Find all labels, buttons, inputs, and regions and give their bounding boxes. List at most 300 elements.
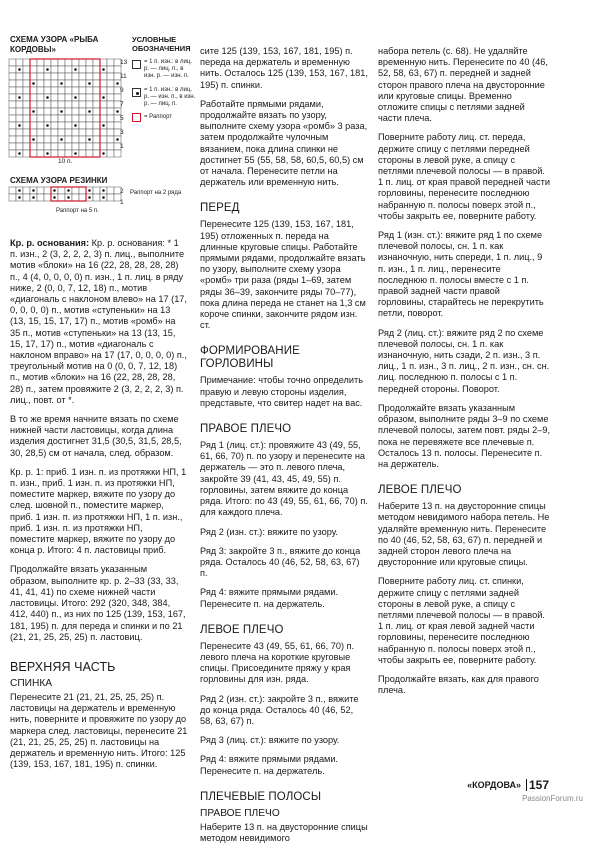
chart-cell [100, 108, 107, 115]
purl-dot [102, 189, 105, 192]
page-number: 157 [528, 778, 549, 792]
chart-cell [107, 101, 114, 108]
chart-cell [51, 94, 58, 101]
purl-dot [18, 196, 21, 199]
chart-cell [30, 94, 37, 101]
chart-cell [86, 101, 93, 108]
chart-cell [107, 108, 114, 115]
paragraph: Продолжайте вязать, как для правого плеча. [378, 673, 539, 696]
paragraph: Перенесите 43 (49, 55, 61, 66, 70) п. левого плеча на короткие круговые спицы. Присоедините пряжу у края горловины для изн. ряда. [200, 640, 355, 685]
chart-cell [51, 129, 58, 136]
rib-row-2: 2 [120, 188, 124, 195]
chart-cell [72, 108, 79, 115]
chart-cell [107, 66, 114, 73]
chart-cell [37, 80, 44, 87]
chart-cell [23, 59, 30, 66]
purl-dot [60, 110, 63, 113]
chart-cell [65, 80, 72, 87]
chart-cell [44, 108, 51, 115]
chart-cell [37, 129, 44, 136]
chart-cell [23, 150, 30, 157]
chart-cell [79, 80, 86, 87]
chart-cell [107, 136, 114, 143]
fish-row-3: 3 [120, 129, 124, 136]
purl-dot [53, 196, 56, 199]
chart-cell [86, 115, 93, 122]
chart-cell [44, 59, 51, 66]
chart-cell [30, 129, 37, 136]
purl-dot [88, 189, 91, 192]
chart-cell [93, 101, 100, 108]
chart-cell [51, 87, 58, 94]
chart-cell [9, 94, 16, 101]
paragraph: Перенесите 125 (139, 153, 167, 181, 195) отложенных п. переда на длинные круговые спицы. Работайте прямыми рядами, продолжайте вязать по узору, выполните схему узора «ромб» три раза (ряды 1–69, затем ряды 36–39, закончите ряды 70–77), пока длина переда не станет на 1,3 см короче спинки, закончите рядом изн. ст. [200, 219, 366, 331]
purl-dot [116, 82, 119, 85]
chart-cell [9, 80, 16, 87]
chart-cell [51, 59, 58, 66]
paragraph: Продолжайте вязать указанным образом, выполните кр. р. 2–33 (33, 33, 41, 41, 41) по схеме нижней части ластовицы. Итого: 292 (320, 348, 384, 412, 440) п., из них по 125 (139, 153, 167, 181, 195) п. для переда и спинки и по 21 (21, 21, 25, 25, 25) п. ластовиц. [10, 564, 186, 642]
chart-cell [16, 80, 23, 87]
chart-cell [107, 122, 114, 129]
rib-chart-title: СХЕМА УЗОРА РЕЗИНКИ [10, 176, 108, 185]
chart-cell [23, 122, 30, 129]
chart-cell [86, 94, 93, 101]
chart-cell [107, 150, 114, 157]
chart-cell [65, 143, 72, 150]
legend-dot-symbol [132, 88, 141, 97]
heading-left-shoulder: ЛЕВОЕ ПЛЕЧО [378, 484, 462, 497]
heading-shoulder-straps: ПЛЕЧЕВЫЕ ПОЛОСЫ [200, 790, 322, 803]
chart-cell [23, 94, 30, 101]
chart-cell [58, 115, 65, 122]
paragraph: Ряд 4: вяжите прямыми рядами. Перенесите п. на держатель. [200, 587, 339, 609]
purl-dot [88, 196, 91, 199]
legend-plain-text: = 1 п. изн.: в лиц. р. — лиц. п., в изн. р. — изн. п. [144, 59, 192, 79]
fish-row-1: 1 [120, 143, 124, 150]
purl-dot [102, 196, 105, 199]
chart-cell [65, 115, 72, 122]
purl-dot [88, 82, 91, 85]
chart-cell [30, 87, 37, 94]
chart-cell [65, 129, 72, 136]
chart-cell [51, 108, 58, 115]
chart-cell [79, 129, 86, 136]
purl-dot [74, 152, 77, 155]
chart-cell [65, 150, 72, 157]
chart-cell [37, 143, 44, 150]
paragraph: Продолжайте вязать указанным образом, выполните ряды 3–9 по схеме плечевой полосы, затем повт. ряды 2–9, пока не перевяжете все плечевые п. Осталось 13 п. полосы. Перенесите п. на держатель. [378, 402, 551, 469]
chart-cell [93, 150, 100, 157]
chart-cell [114, 150, 121, 157]
purl-dot [102, 68, 105, 71]
chart-cell [58, 150, 65, 157]
heading-back: СПИНКА [10, 677, 53, 689]
legend-title: УСЛОВНЫЕ ОБОЗНАЧЕНИЯ [132, 35, 191, 53]
chart-cell [65, 66, 72, 73]
chart-cell [107, 80, 114, 87]
chart-cell [107, 194, 114, 201]
chart-cell [23, 143, 30, 150]
chart-cell [9, 187, 16, 194]
fish-row-11: 11 [120, 73, 127, 80]
legend-plain-symbol [132, 60, 141, 69]
purl-dot [74, 124, 77, 127]
chart-cell [86, 73, 93, 80]
chart-cell [9, 101, 16, 108]
chart-cell [93, 129, 100, 136]
paragraph: Ряд 3: закройте 3 п., вяжите до конца ряда. Осталось 40 (46, 52, 58, 63, 67) п. [200, 545, 361, 579]
chart-cell [30, 115, 37, 122]
chart-cell [65, 122, 72, 129]
chart-cell [107, 143, 114, 150]
chart-cell [23, 194, 30, 201]
purl-dot [88, 138, 91, 141]
paragraph: Наберите 13 п. на двусторонние спицы методом невидимого набора петель. Не удаляйте временную нить. Перенесите по 40 (46, 52, 58, 63, 67) п. передней и задней сторон левого плеча на двусторонние или круговые спицы. [378, 501, 550, 568]
chart-cell [65, 94, 72, 101]
chart-cell [93, 122, 100, 129]
purl-dot [46, 96, 49, 99]
chart-cell [65, 87, 72, 94]
chart-cell [107, 87, 114, 94]
chart-cell [93, 87, 100, 94]
chart-cell [58, 66, 65, 73]
purl-dot [60, 82, 63, 85]
chart-cell [100, 80, 107, 87]
purl-dot [18, 189, 21, 192]
purl-dot [67, 196, 70, 199]
chart-cell [86, 59, 93, 66]
chart-cell [86, 150, 93, 157]
legend-dot-text: = 1 п. изн.: в лиц. р. — изн. п., в изн. р. — лиц. п. [144, 87, 196, 107]
chart-cell [65, 108, 72, 115]
paragraph [10, 238, 188, 406]
purl-dot [60, 138, 63, 141]
chart-cell [30, 66, 37, 73]
purl-dot [88, 110, 91, 113]
chart-cell [107, 187, 114, 194]
chart-cell [65, 73, 72, 80]
chart-cell [79, 66, 86, 73]
chart-cell [100, 143, 107, 150]
legend-rapport-symbol [132, 113, 141, 122]
chart-cell [72, 80, 79, 87]
chart-cell [51, 143, 58, 150]
footer-divider [526, 779, 528, 791]
chart-cell [44, 187, 51, 194]
purl-dot [74, 96, 77, 99]
chart-cell [93, 187, 100, 194]
purl-dot [67, 189, 70, 192]
chart-cell [37, 101, 44, 108]
watermark-site: PassionForum.ru [522, 794, 583, 803]
chart-cell [100, 136, 107, 143]
chart-cell [93, 94, 100, 101]
chart-cell [107, 94, 114, 101]
chart-cell [30, 143, 37, 150]
paragraph: Ряд 4: вяжите прямыми рядами. Перенесите п. на держатель. [200, 754, 339, 776]
chart-cell [58, 87, 65, 94]
chart-cell [37, 150, 44, 157]
chart-cell [16, 136, 23, 143]
chart-cell [79, 143, 86, 150]
para-lead: Кр. р. основания: [10, 238, 90, 248]
fish-row-5: 5 [120, 115, 124, 122]
chart-cell [37, 122, 44, 129]
paragraph: Ряд 3 (лиц. ст.): вяжите по узору. [200, 735, 340, 746]
chart-cell [23, 80, 30, 87]
chart-cell [30, 101, 37, 108]
chart-cell [58, 143, 65, 150]
chart-cell [79, 73, 86, 80]
purl-dot [116, 110, 119, 113]
chart-cell [107, 59, 114, 66]
chart-cell [44, 87, 51, 94]
chart-cell [93, 80, 100, 87]
chart-cell [9, 122, 16, 129]
chart-cell [51, 66, 58, 73]
paragraph: Наберите 13 п. на двусторонние спицы методом невидимого [200, 821, 368, 843]
chart-cell [16, 87, 23, 94]
chart-cell [23, 187, 30, 194]
chart-cell [58, 59, 65, 66]
chart-cell [23, 108, 30, 115]
heading-front: ПЕРЕД [200, 202, 240, 215]
paragraph: Ряд 2 (лиц. ст.): вяжите ряд 2 по схеме плечевой полосы, сн. 1 п. как изнаночную, нить сзади, 2 п. изн., 3 п. лиц., 1 п. изн., 3 п. лиц., 2 п. изн., сн. сн. лиц. последнюю п. полосы с 1 п. передней стороны. Поворот. [378, 327, 550, 394]
chart-cell [58, 73, 65, 80]
chart-cell [58, 101, 65, 108]
chart-cell [58, 129, 65, 136]
page-footer [0, 778, 589, 803]
rib-row-1: 1 [120, 199, 124, 206]
paragraph: Перенесите 21 (21, 21, 25, 25, 25) п. ластовицы на держатель и временную нить, поверните и провяжите по узору до маркера след. ластовицы, перенесите 21 (21, 21, 25, 25, 25) п. ластовицы на держатель и временную нить. Итого: 125 (139, 153, 167, 181, 195) п. спинки. [10, 691, 188, 770]
chart-cell [79, 87, 86, 94]
chart-cell [100, 115, 107, 122]
heading-right-shoulder: ПРАВОЕ ПЛЕЧО [200, 423, 292, 436]
chart-cell [51, 150, 58, 157]
chart-cell [16, 115, 23, 122]
chart-cell [72, 87, 79, 94]
chart-cell [72, 59, 79, 66]
chart-cell [44, 101, 51, 108]
chart-cell [44, 80, 51, 87]
chart-cell [37, 59, 44, 66]
chart-cell [79, 187, 86, 194]
purl-dot [46, 152, 49, 155]
chart-cell [114, 122, 121, 129]
chart-cell [9, 66, 16, 73]
chart-cell [72, 101, 79, 108]
chart-cell [16, 101, 23, 108]
chart-cell [9, 194, 16, 201]
chart-cell [93, 115, 100, 122]
chart-cell [9, 115, 16, 122]
legend-rapport-text: = Раппорт [144, 114, 173, 120]
chart-cell [79, 122, 86, 129]
chart-cell [86, 66, 93, 73]
chart-cell [51, 122, 58, 129]
chart-cell [79, 150, 86, 157]
purl-dot [32, 189, 35, 192]
chart-cell [16, 129, 23, 136]
chart-cell [72, 187, 79, 194]
chart-cell [30, 150, 37, 157]
purl-dot [18, 68, 21, 71]
chart-cell [16, 59, 23, 66]
chart-cell [79, 94, 86, 101]
purl-dot [18, 124, 21, 127]
chart-cell [44, 73, 51, 80]
heading-right-shoulder-2: ПРАВОЕ ПЛЕЧО [200, 807, 280, 819]
chart-cell [37, 136, 44, 143]
purl-dot [46, 68, 49, 71]
chart-cell [72, 194, 79, 201]
chart-cell [86, 143, 93, 150]
purl-dot [116, 138, 119, 141]
chart-cell [79, 101, 86, 108]
chart-cell [9, 136, 16, 143]
chart-cell [65, 59, 72, 66]
chart-cell [58, 194, 65, 201]
fish-row-7: 7 [120, 101, 124, 108]
chart-cell [9, 73, 16, 80]
chart-cell [93, 59, 100, 66]
paragraph: Ряд 2 (изн. ст.): вяжите по узору. [200, 526, 338, 537]
chart-cell [72, 129, 79, 136]
chart-cell [65, 136, 72, 143]
chart-cell [100, 101, 107, 108]
chart-cell [23, 115, 30, 122]
chart-cell [23, 73, 30, 80]
purl-dot [102, 96, 105, 99]
chart-cell [100, 73, 107, 80]
chart-cell [23, 129, 30, 136]
paragraph: Поверните работу лиц. ст. переда, держите спицу с петлями передней стороны в левой руке, а спицу с петлями плечевой полосы — в правой. 1 п. лиц. от края правой передней части горловины, перенесите последнюю набранную п. полосы поверх этой п., чтобы закрыть ее, поверните работу. [378, 132, 550, 221]
fish-row-9: 9 [120, 87, 124, 94]
chart-cell [51, 115, 58, 122]
purl-dot [74, 68, 77, 71]
chart-cell [9, 143, 16, 150]
purl-dot [53, 189, 56, 192]
chart-cell [9, 150, 16, 157]
chart-cell [16, 143, 23, 150]
chart-cell [58, 94, 65, 101]
chart-cell [16, 108, 23, 115]
chart-cell [107, 129, 114, 136]
magazine-name: «КОРДОВА» [467, 780, 521, 790]
chart-cell [79, 115, 86, 122]
chart-cell [44, 143, 51, 150]
purl-dot [18, 152, 21, 155]
chart-cell [86, 122, 93, 129]
paragraph: Ряд 1 (изн. ст.): вяжите ряд 1 по схеме плечевой полосы, сн. 1 п. как изнаночную, нить спереди, 1 п. лиц., 9 п. изн., 1 п. лиц., перенесите последнюю п. полосы вместе с 1 п. правой задней части правой горловины, старайтесь не перекрутить петли, поворот. [378, 230, 544, 319]
chart-cell [9, 108, 16, 115]
chart-cell [9, 129, 16, 136]
text-column-2 [200, 46, 368, 852]
purl-dot [18, 96, 21, 99]
paragraph: Примечание: чтобы точно определить правую и левую стороны изделия, представьте, что свитер надет на вас. [200, 375, 363, 408]
chart-cell [114, 94, 121, 101]
paragraph: Работайте прямыми рядами, продолжайте вязать по узору, выполните схему узора «ромб» 3 раза, затем продолжайте чулочным вязанием, пока длина спинки не достигнет 55 (55, 58, 58, 60,5, 60,5) см от начала. Перенесите петли на держатель или временную нить. [200, 98, 368, 188]
paragraph: Кр. р. 1: приб. 1 изн. п. из протяжки НП, 1 п. изн., приб. 1 изн. п. из протяжки НП, поместите маркер, вяжите по узору до след. шовной п., поместите маркер, приб. 1 изн. п. из протяжки НП, 1 п. изн., приб. 1 изн. п. из протяжки НП, поместите маркер, вяжите по узору до конца р. Итого: 4 п. ластовицы приб. [10, 466, 187, 556]
chart-cell [16, 73, 23, 80]
chart-cell [79, 59, 86, 66]
paragraph: сите 125 (139, 153, 167, 181, 195) п. переда на держатель и временную нить. Осталось 125 (139, 153, 167, 181, 195) п. спинки. [200, 46, 368, 90]
chart-cell [37, 66, 44, 73]
chart-cell [79, 194, 86, 201]
chart-cell [86, 87, 93, 94]
purl-dot [32, 138, 35, 141]
text-column-1 [10, 238, 188, 778]
chart-cell [44, 136, 51, 143]
paragraph: Поверните работу лиц. ст. спинки, держите спицу с петлями задней стороны в левой руке, а спицу с петлями плечевой полосы — в правой. 1 п. лиц. от края левой задней части горловины, перенесите последнюю набранную п. полосы поверх этой п., чтобы закрыть ее, поверните работу. [378, 576, 545, 665]
chart-cell [23, 87, 30, 94]
chart-cell [37, 187, 44, 194]
paragraph: Ряд 2 (изн. ст.): закройте 3 п., вяжите до конца ряда. Осталось 40 (46, 52, 58, 63, 67) п. [200, 693, 359, 726]
heading-upper-part: ВЕРХНЯЯ ЧАСТЬ [10, 659, 116, 674]
chart-cell [72, 73, 79, 80]
chart-cell [100, 129, 107, 136]
chart-cell [44, 194, 51, 201]
chart-cell [79, 108, 86, 115]
fish-chart-grid [8, 58, 120, 158]
chart-cell [51, 73, 58, 80]
chart-cell [37, 115, 44, 122]
chart-cell [44, 115, 51, 122]
chart-cell [72, 143, 79, 150]
chart-cell [51, 136, 58, 143]
chart-cell [79, 136, 86, 143]
chart-cell [37, 108, 44, 115]
chart-cell [37, 194, 44, 201]
rib-rapport-rows: Раппорт на 2 ряда [130, 190, 182, 196]
text-column-3 [378, 46, 550, 704]
chart-cell [9, 87, 16, 94]
chart-cell [72, 115, 79, 122]
chart-cell [30, 73, 37, 80]
purl-dot [32, 82, 35, 85]
chart-cell [58, 122, 65, 129]
chart-cell [37, 94, 44, 101]
chart-cell [100, 59, 107, 66]
purl-dot [46, 124, 49, 127]
chart-cell [100, 87, 107, 94]
chart-cell [86, 129, 93, 136]
fish-row-13: 13 [120, 59, 128, 66]
chart-cell [30, 59, 37, 66]
chart-cell [93, 73, 100, 80]
paragraph: Ряд 1 (лиц. ст.): провяжите 43 (49, 55, 61, 66, 70) п. по узору и перенесите на держатель — это п. левого плеча, закройте 39 (41, 43, 45, 49, 55) п. горловины, затем вяжите до конца ряда. Итого: по 43 (49, 55, 61, 66, 70) п. для каждого плеча. [200, 440, 368, 518]
paragraph: В то же время начните вязать по схеме нижней части ластовицы, когда длина изделия достигнет 31,5 (30,5, 31,5, 28,5, 30, 28,5) см от начала, след. образом. [10, 414, 182, 458]
purl-dot [102, 124, 105, 127]
heading-left-shoulder: ЛЕВОЕ ПЛЕЧО [200, 623, 284, 636]
purl-dot [32, 110, 35, 113]
chart-cell [23, 101, 30, 108]
chart-cell [51, 80, 58, 87]
rib-rapport-stitches: Раппорт на 5 п. [56, 208, 99, 214]
chart-cell [93, 66, 100, 73]
chart-cell [65, 101, 72, 108]
chart-cell [93, 143, 100, 150]
chart-cell [44, 129, 51, 136]
purl-dot [102, 152, 105, 155]
chart-cell [58, 187, 65, 194]
chart-cell [93, 108, 100, 115]
chart-cell [107, 115, 114, 122]
purl-dot [32, 196, 35, 199]
chart-cell [9, 59, 16, 66]
chart-cell [23, 136, 30, 143]
chart-cell [51, 101, 58, 108]
